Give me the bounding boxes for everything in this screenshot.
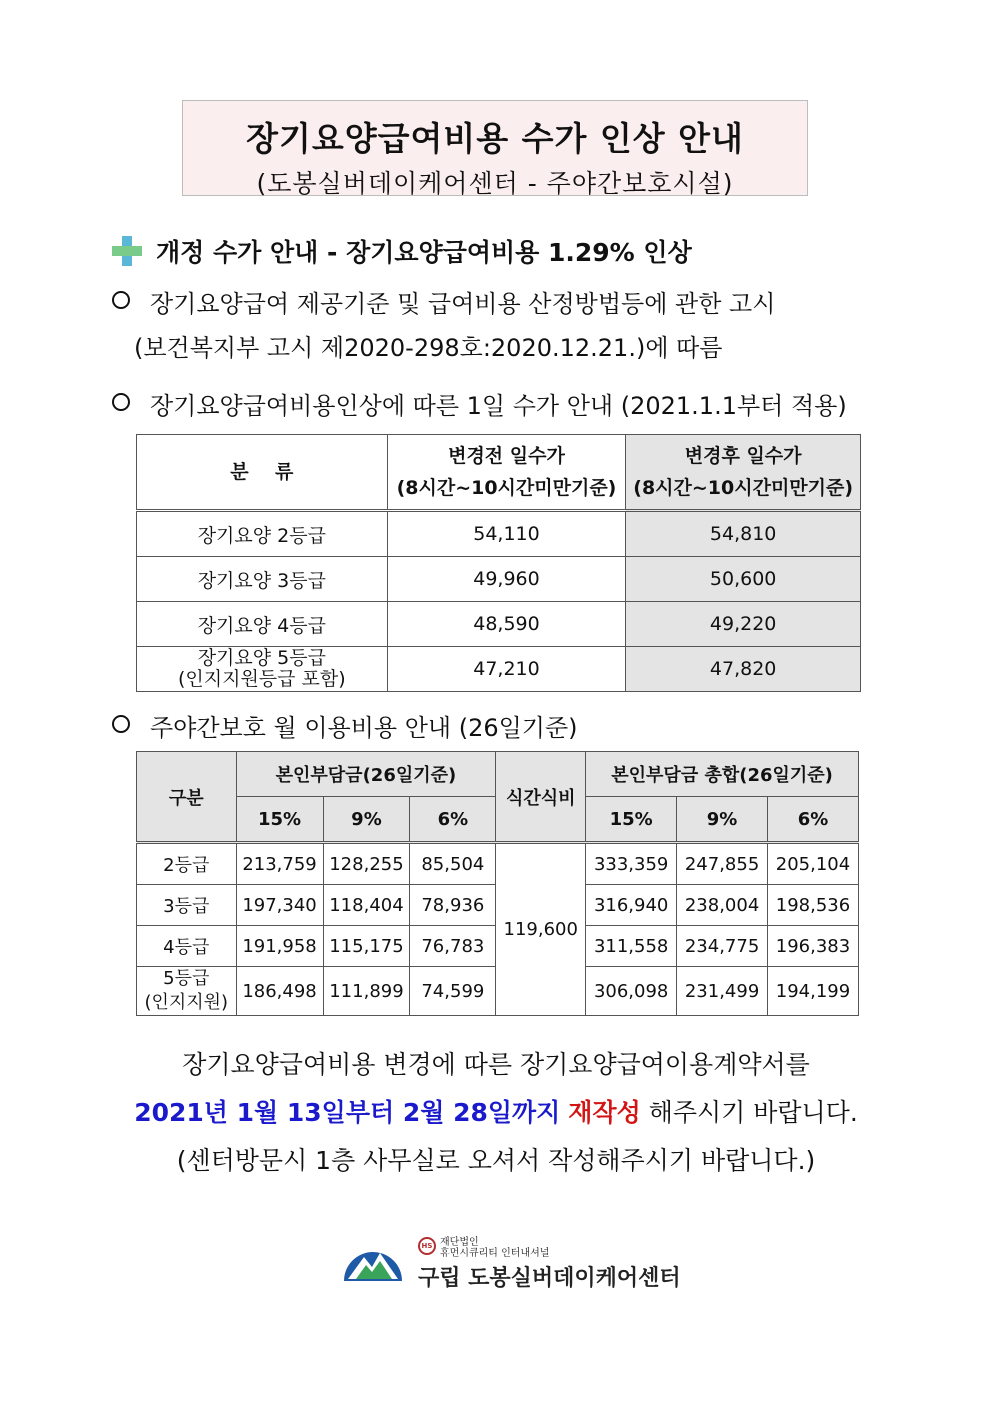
center-logo — [342, 1237, 692, 1297]
total-9-cell: 247,855 — [677, 843, 768, 885]
message-rewrite: 재작성 — [568, 1098, 641, 1127]
table-row — [137, 511, 861, 557]
copay-6-cell: 85,504 — [410, 843, 496, 885]
header-copay-9: 9% — [323, 797, 410, 843]
notice-text-1: 장기요양급여 제공기준 및 급여비용 산정방법등에 관한 고시 — [150, 290, 776, 318]
message-date-range: 2021년 1월 13일부터 2월 28일까지 — [134, 1098, 561, 1127]
copay-15-cell: 191,958 — [236, 926, 323, 967]
circle-bullet-icon — [112, 291, 130, 309]
header-copay-6: 6% — [410, 797, 496, 843]
message-request: 해주시기 바랍니다. — [648, 1098, 858, 1127]
message-line-2 — [0, 1093, 992, 1129]
daily-caption-text: 장기요양급여비용인상에 따른 1일 수가 안내 (2021.1.1부터 적용) — [150, 392, 847, 420]
copay-9-cell: 128,255 — [323, 843, 410, 885]
total-6-cell: 205,104 — [768, 843, 859, 885]
message-line-1: 장기요양급여비용 변경에 따른 장기요양급여이용계약서를 — [182, 1050, 810, 1079]
foundation-seal-icon: HS — [418, 1237, 436, 1255]
mountain-logo-icon — [342, 1241, 404, 1289]
header-total-9: 9% — [677, 797, 768, 843]
before-cell: 54,110 — [387, 511, 626, 557]
copay-6-cell: 74,599 — [410, 967, 496, 1016]
page-title: 장기요양급여비용 수가 인상 안내 — [246, 119, 744, 158]
grade-cell: 4등급 — [137, 926, 237, 967]
total-15-cell: 333,359 — [586, 843, 677, 885]
monthly-caption — [112, 708, 578, 743]
grade-cell: 장기요양 3등급 — [137, 557, 388, 602]
center-name: 구립 도봉실버데이케어센터 — [418, 1266, 681, 1291]
header-total-15: 15% — [586, 797, 677, 843]
circle-bullet-icon — [112, 715, 130, 733]
header-after-title: 변경후 일수가 — [684, 445, 802, 467]
table-row — [137, 843, 859, 885]
table-row — [137, 602, 861, 647]
grade-cell — [137, 967, 237, 1016]
total-9-cell: 238,004 — [677, 885, 768, 926]
grade-text: 5등급 — [163, 968, 210, 989]
total-9-cell: 231,499 — [677, 967, 768, 1016]
title-box — [182, 100, 808, 196]
grade-subtext: (인지지원등급 포함) — [177, 668, 346, 690]
daily-caption — [112, 386, 847, 421]
copay-9-cell: 111,899 — [323, 967, 410, 1016]
circle-bullet-icon — [112, 393, 130, 411]
copay-15-cell: 213,759 — [236, 843, 323, 885]
grade-cell — [137, 647, 388, 692]
grade-cell: 장기요양 4등급 — [137, 602, 388, 647]
copay-15-cell: 186,498 — [236, 967, 323, 1016]
before-cell: 49,960 — [387, 557, 626, 602]
grade-cell: 2등급 — [137, 843, 237, 885]
notice-line-1 — [112, 284, 775, 319]
message-line-3: (센터방문시 1층 사무실로 오셔서 작성해주시기 바랍니다.) — [176, 1146, 816, 1175]
header-after-sub: (8시간~10시간미만기준) — [633, 477, 854, 499]
section-heading — [112, 233, 692, 269]
copay-9-cell: 115,175 — [323, 926, 410, 967]
total-6-cell: 198,536 — [768, 885, 859, 926]
monthly-cost-table — [136, 751, 859, 1016]
grade-text: 장기요양 5등급 — [197, 647, 326, 669]
notice-line-2: (보건복지부 고시 제2020-298호:2020.12.21.)에 따름 — [134, 334, 723, 362]
header-total-6: 6% — [768, 797, 859, 843]
copay-6-cell: 78,936 — [410, 885, 496, 926]
grade-subtext: (인지지원) — [144, 992, 229, 1013]
total-6-cell: 196,383 — [768, 926, 859, 967]
after-cell: 50,600 — [626, 557, 861, 602]
header-before-title: 변경전 일수가 — [448, 445, 565, 467]
copay-6-cell: 76,783 — [410, 926, 496, 967]
copay-9-cell: 118,404 — [323, 885, 410, 926]
monthly-caption-text: 주야간보호 월 이용비용 안내 (26일기준) — [150, 714, 578, 742]
header-after — [626, 435, 861, 511]
header-before-sub: (8시간~10시간미만기준) — [396, 477, 617, 499]
header-category: 구분 — [137, 752, 237, 843]
section-heading-text: 개정 수가 안내 - 장기요양급여비용 1.29% 인상 — [156, 238, 692, 267]
grade-cell: 장기요양 2등급 — [137, 511, 388, 557]
after-cell: 49,220 — [626, 602, 861, 647]
before-cell: 47,210 — [387, 647, 626, 692]
after-cell: 47,820 — [626, 647, 861, 692]
daily-rate-table — [136, 434, 861, 692]
total-6-cell: 194,199 — [768, 967, 859, 1016]
header-category: 분 류 — [137, 435, 388, 511]
total-15-cell: 311,558 — [586, 926, 677, 967]
page-subtitle: (도봉실버데이케어센터 - 주야간보호시설) — [256, 169, 734, 198]
foundation-name-line-2: 휴먼시큐리티 인터내셔널 — [440, 1248, 550, 1259]
table-row — [137, 557, 861, 602]
header-total: 본인부담금 총합(26일기준) — [586, 752, 859, 797]
header-before — [387, 435, 626, 511]
header-meal: 식간식비 — [496, 752, 586, 843]
foundation-name-line-1: 재단법인 — [440, 1237, 479, 1248]
meal-cell: 119,600 — [496, 843, 586, 1016]
copay-15-cell: 197,340 — [236, 885, 323, 926]
total-9-cell: 234,775 — [677, 926, 768, 967]
total-15-cell: 316,940 — [586, 885, 677, 926]
table-row — [137, 647, 861, 692]
grade-cell: 3등급 — [137, 885, 237, 926]
total-15-cell: 306,098 — [586, 967, 677, 1016]
foundation-name — [440, 1237, 549, 1259]
header-copay-15: 15% — [236, 797, 323, 843]
before-cell: 48,590 — [387, 602, 626, 647]
cross-icon — [112, 236, 142, 266]
after-cell: 54,810 — [626, 511, 861, 557]
header-copay: 본인부담금(26일기준) — [236, 752, 496, 797]
